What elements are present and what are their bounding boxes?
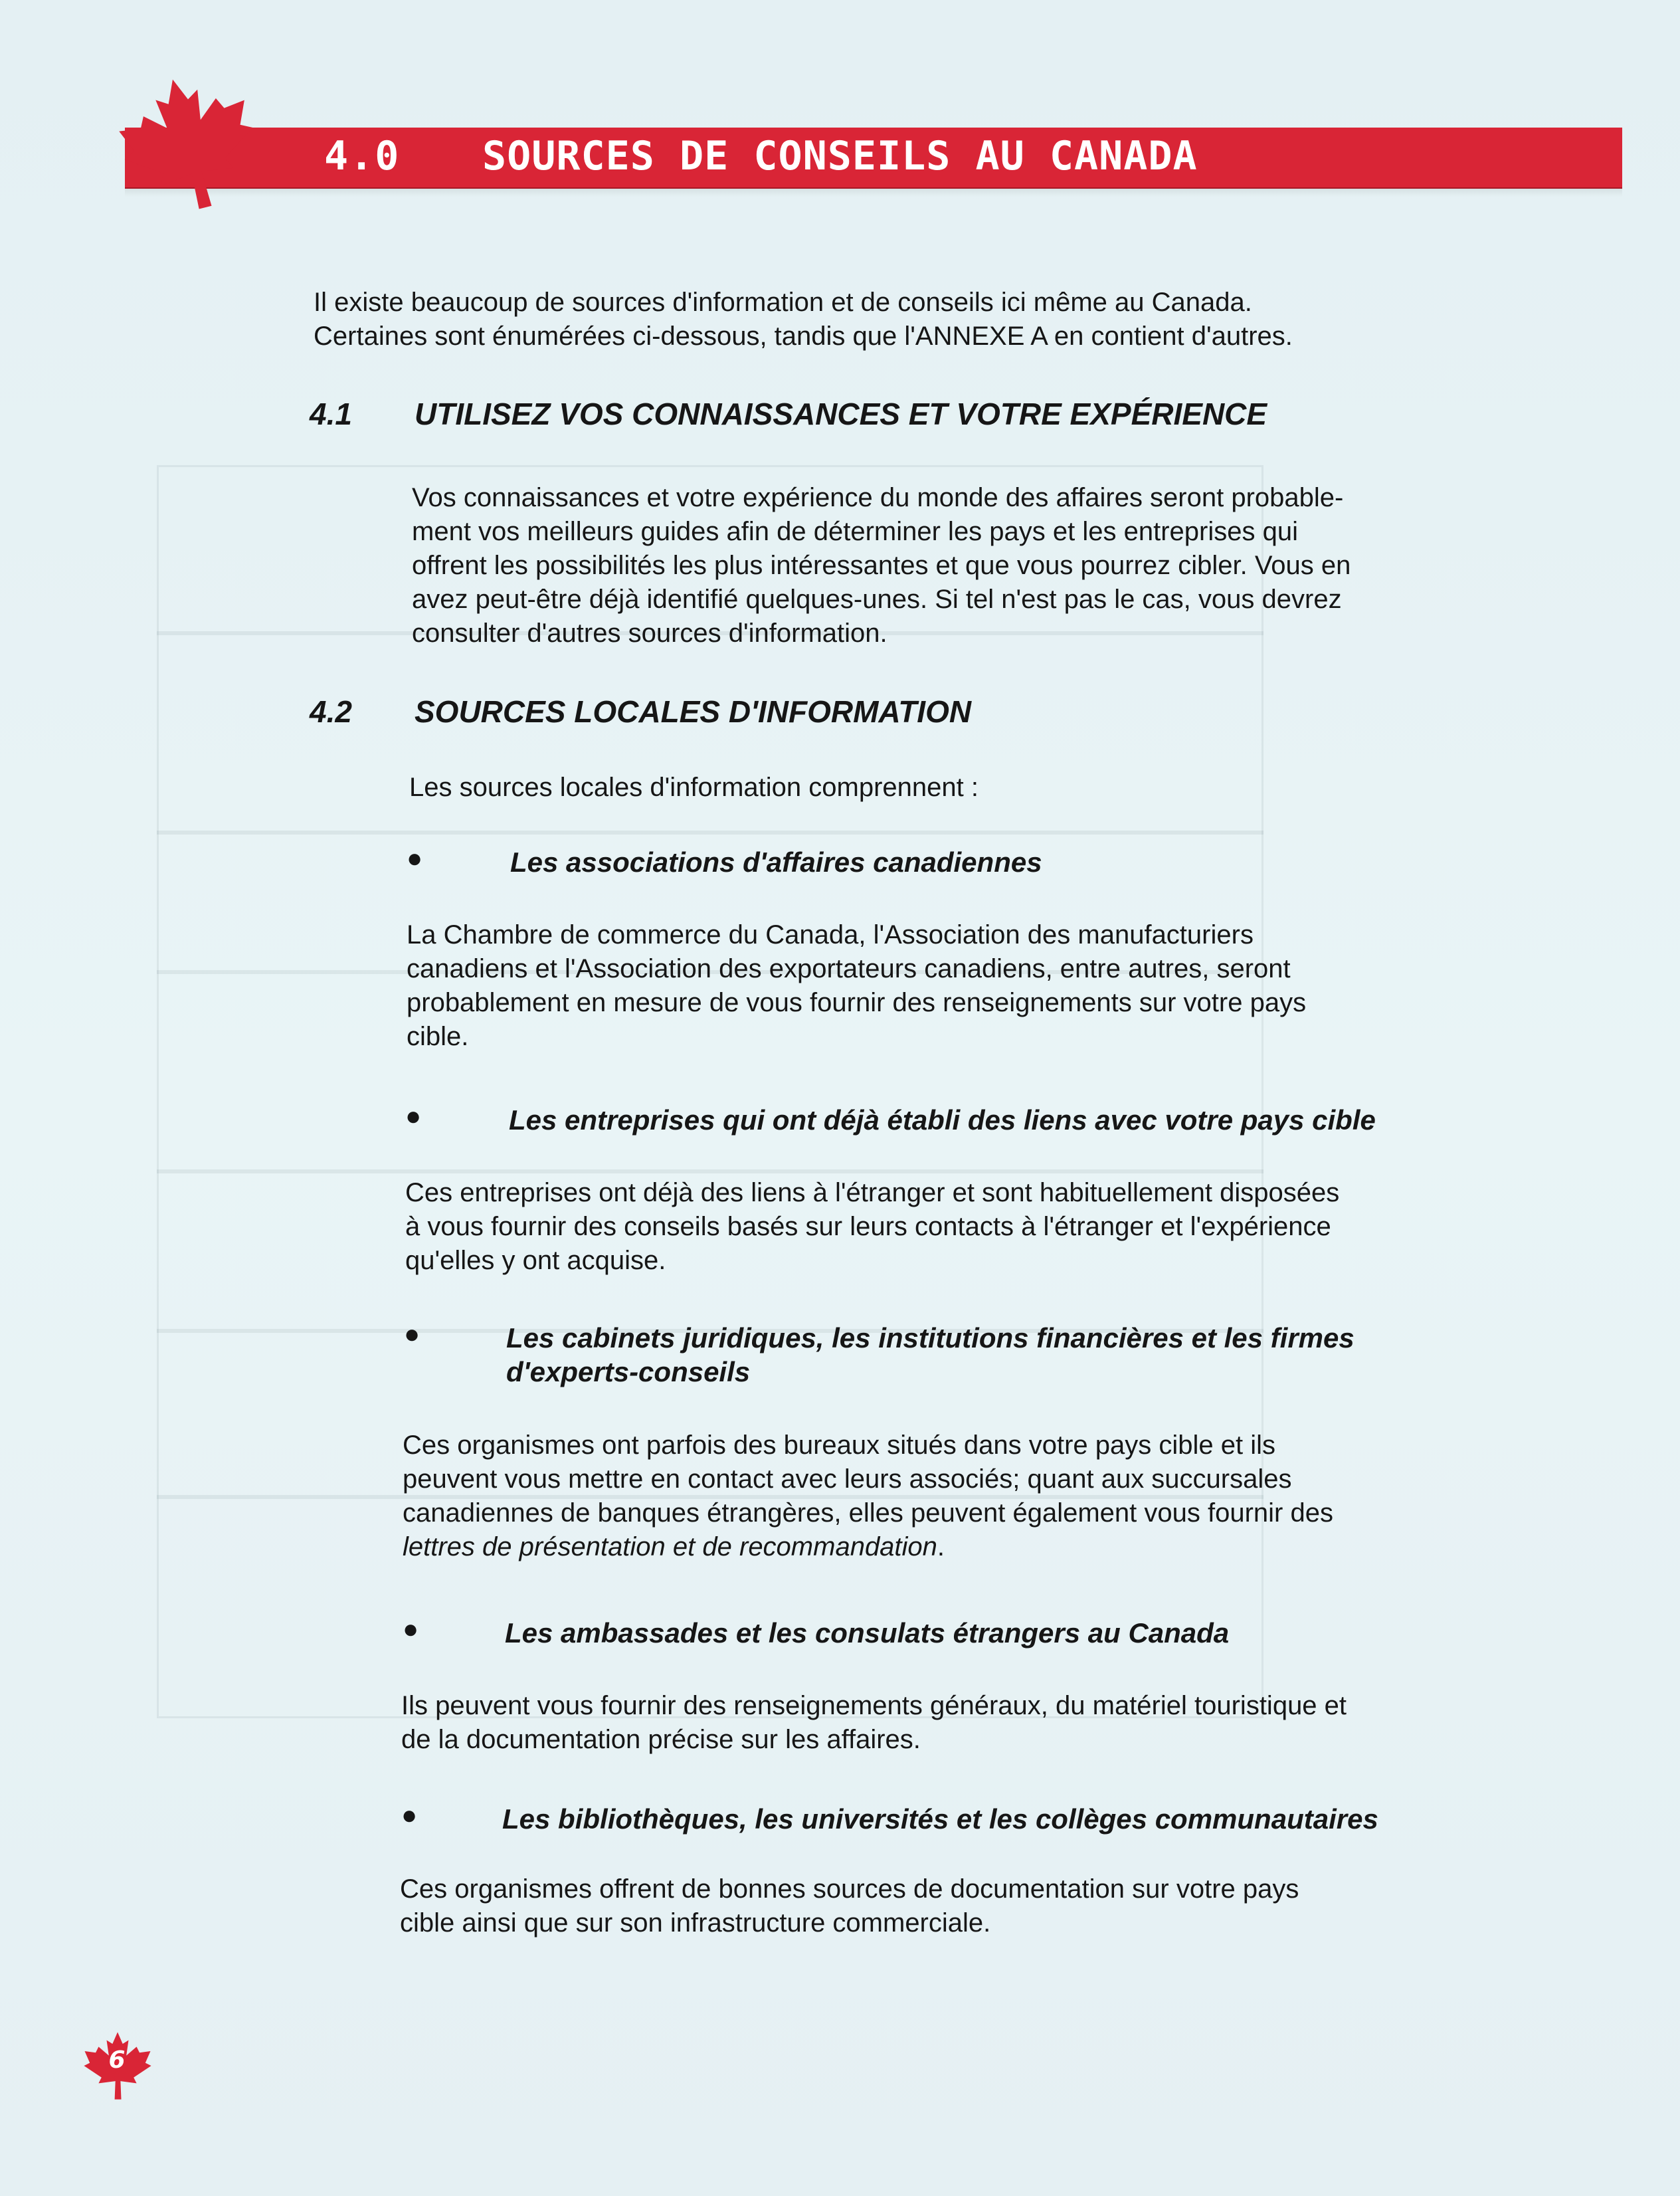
title-line: d'experts-conseils (506, 1356, 751, 1387)
section-4-1-paragraph (412, 481, 1351, 650)
list-item-text (405, 1176, 1339, 1278)
text-line: ment vos meilleurs guides afin de déterminer les pays et les entreprises qui (412, 517, 1298, 546)
list-item-title: Les bibliothèques, les universités et les collèges communautaires (502, 1803, 1378, 1835)
page-number: 6 (108, 2046, 126, 2074)
text-end: . (937, 1532, 945, 1561)
section-number: 4.0 (324, 133, 401, 179)
text-line: probablement en mesure de vous fournir des renseignements sur votre pays (407, 988, 1307, 1017)
show-through-frame (157, 1169, 1263, 1173)
list-item-title (506, 1321, 1354, 1389)
text-line (403, 1530, 1333, 1564)
list-item-text (400, 1872, 1299, 1940)
title-line: Les cabinets juridiques, les institutions financières et les firmes (506, 1322, 1354, 1353)
section-header-shadow (125, 187, 1622, 197)
list-item-text (403, 1429, 1333, 1564)
maple-leaf-icon (117, 72, 260, 215)
list-item-title: Les associations d'affaires canadiennes (510, 847, 1042, 878)
page-title: SOURCES DE CONSEILS AU CANADA (482, 133, 1198, 179)
text-line: cible ainsi que sur son infrastructure commerciale. (400, 1908, 991, 1938)
text-line: Certaines sont énumérées ci-dessous, tandis que l'ANNEXE A en contient d'autres. (314, 322, 1293, 351)
text-line: qu'elles y ont acquise. (405, 1246, 666, 1275)
text-line: offrent les possibilités les plus intéressantes et que vous pourrez cibler. Vous en (412, 551, 1351, 580)
section-4-2-intro (409, 771, 979, 805)
text-line: canadiens et l'Association des exportateurs canadiens, entre autres, seront (407, 954, 1291, 983)
text-line: cible. (407, 1022, 469, 1051)
text-line: de la documentation précise sur les affaires. (401, 1725, 921, 1754)
text-line: La Chambre de commerce du Canada, l'Association des manufacturiers (407, 920, 1254, 949)
section-title-4-2: SOURCES LOCALES D'INFORMATION (415, 694, 972, 729)
text-line: Il existe beaucoup de sources d'information et de conseils ici même au Canada. (314, 288, 1252, 317)
list-item-text (407, 918, 1306, 1054)
text-line: consulter d'autres sources d'information. (412, 619, 887, 648)
text-line: canadiennes de banques étrangères, elles peuvent également vous fournir des (403, 1498, 1333, 1528)
bullet-icon: ● (401, 1801, 418, 1830)
section-title-4-1: UTILISEZ VOS CONNAISSANCES ET VOTRE EXPÉRIENCE (415, 397, 1267, 431)
intro-paragraph (314, 286, 1293, 353)
text-line: Vos connaissances et votre expérience du monde des affaires seront probable- (412, 483, 1344, 512)
text-line: Ils peuvent vous fournir des renseignements généraux, du matériel touristique et (401, 1691, 1347, 1720)
list-item-text (401, 1689, 1347, 1757)
list-item-title: Les ambassades et les consulats étrangers au Canada (505, 1617, 1230, 1648)
show-through-frame (157, 831, 1263, 835)
text-line: peuvent vous mettre en contact avec leurs associés; quant aux succursales (403, 1464, 1292, 1494)
text-line: Les sources locales d'information comprennent : (409, 773, 979, 802)
text-line: à vous fournir des conseils basés sur leurs contacts à l'étranger et l'expérience (405, 1212, 1331, 1241)
bullet-icon: ● (407, 844, 423, 873)
bullet-icon: ● (404, 1320, 420, 1349)
bullet-icon: ● (405, 1102, 422, 1131)
list-item-title: Les entreprises qui ont déjà établi des liens avec votre pays cible (509, 1104, 1376, 1136)
section-number-4-1: 4.1 (310, 397, 352, 431)
text-line: Ces entreprises ont déjà des liens à l'étranger et sont habituellement disposées (405, 1178, 1340, 1207)
section-number-4-2: 4.2 (310, 694, 352, 729)
text-line: Ces organismes offrent de bonnes sources de documentation sur votre pays (400, 1874, 1299, 1904)
text-line: Ces organismes ont parfois des bureaux situés dans votre pays cible et ils (403, 1431, 1276, 1460)
text-line: avez peut-être déjà identifié quelques-unes. Si tel n'est pas le cas, vous devrez (412, 585, 1342, 614)
italic-text: lettres de présentation et de recommandation (403, 1532, 937, 1561)
bullet-icon: ● (403, 1615, 419, 1644)
